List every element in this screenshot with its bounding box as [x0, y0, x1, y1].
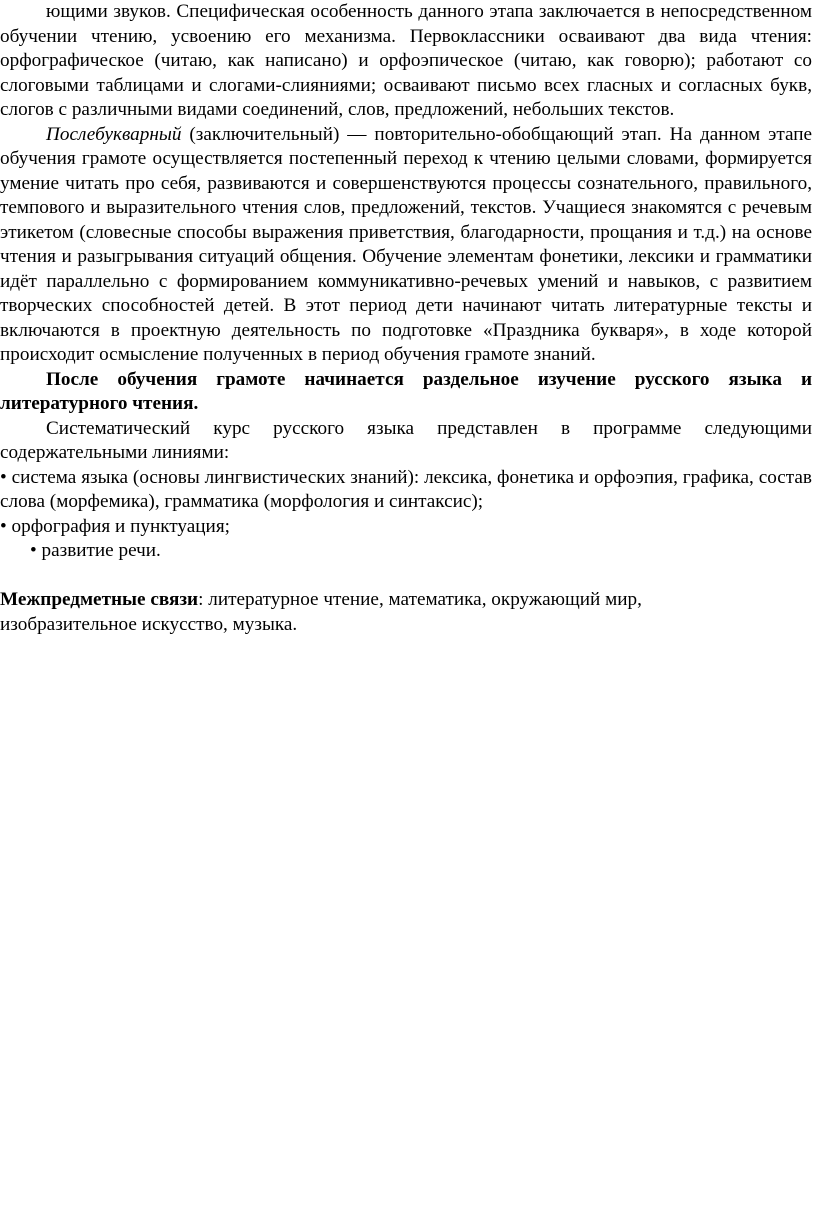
paragraph-post-primer-stage: [0, 123, 812, 368]
paragraph-systematic-course: Систематический курс русского языка представлен в программе следующими содержательными линиями:: [0, 417, 812, 463]
interdisciplinary-links-text: : литературное чтение, математика, окружающий мир,: [198, 589, 642, 610]
blank-line: [0, 564, 812, 589]
bullet-language-system: • система языка (основы лингвистических знаний): лексика, фонетика и орфоэпия, графика, состав слова (морфемика), грамматика (морфология и синтаксис);: [0, 466, 812, 512]
paragraph-interdisciplinary-links-continued: изобразительное искусство, музыка.: [0, 613, 298, 635]
post-primer-term: Послебукварный: [46, 123, 182, 145]
bullet-speech-development: • развитие речи.: [30, 540, 161, 561]
bullet-orthography: • орфография и пунктуация;: [0, 515, 230, 537]
post-primer-description: (заключительный) — повторительно-обобщающий этап. На данном этапе обучения грамоте осуществляется постепенный переход к чтению целыми словами, формируется умение читать про себя, развиваются и совершенствуются процессы сознательного, правильного, темпового и выразительного чтения слов, предложений, текстов. Учащиеся знакомятся с речевым этикетом (словесные способы выражения приветствия, благодарности, прощания и т.д.) на основе чтения и разыгрывания ситуаций общения. Обучение элементам фонетики, лексики и грамматики идёт параллельно с формированием коммуникативно-речевых умений и навыков, с развитием творческих способностей детей. В этот период дети начинают читать литературные тексты и включаются в проектную деятельность по подготовке «Праздника букваря», в ходе которой происходит осмысление полученных в период обучения грамоте знаний.: [0, 123, 812, 365]
paragraph-interdisciplinary-links: [0, 588, 812, 613]
paragraph-reading-stage: ющими звуков. Специфическая особенность данного этапа заключается в непосредственном обучении чтению, усвоению его механизма. Первоклассники осваивают два вида чтения: орфографическое (читаю, как написано) и орфоэпическое (читаю, как говорю); работают со слоговыми таблицами и слогами-слияниями; осваивают письмо всех гласных и согласных букв, слогов с различными видами соединений, слов, предложений, небольших текстов.: [0, 1, 812, 120]
paragraph-separate-study: После обучения грамоте начинается раздельное изучение русского языка и литературного чтения.: [0, 368, 812, 414]
interdisciplinary-links-label: Межпредметные связи: [0, 589, 199, 610]
